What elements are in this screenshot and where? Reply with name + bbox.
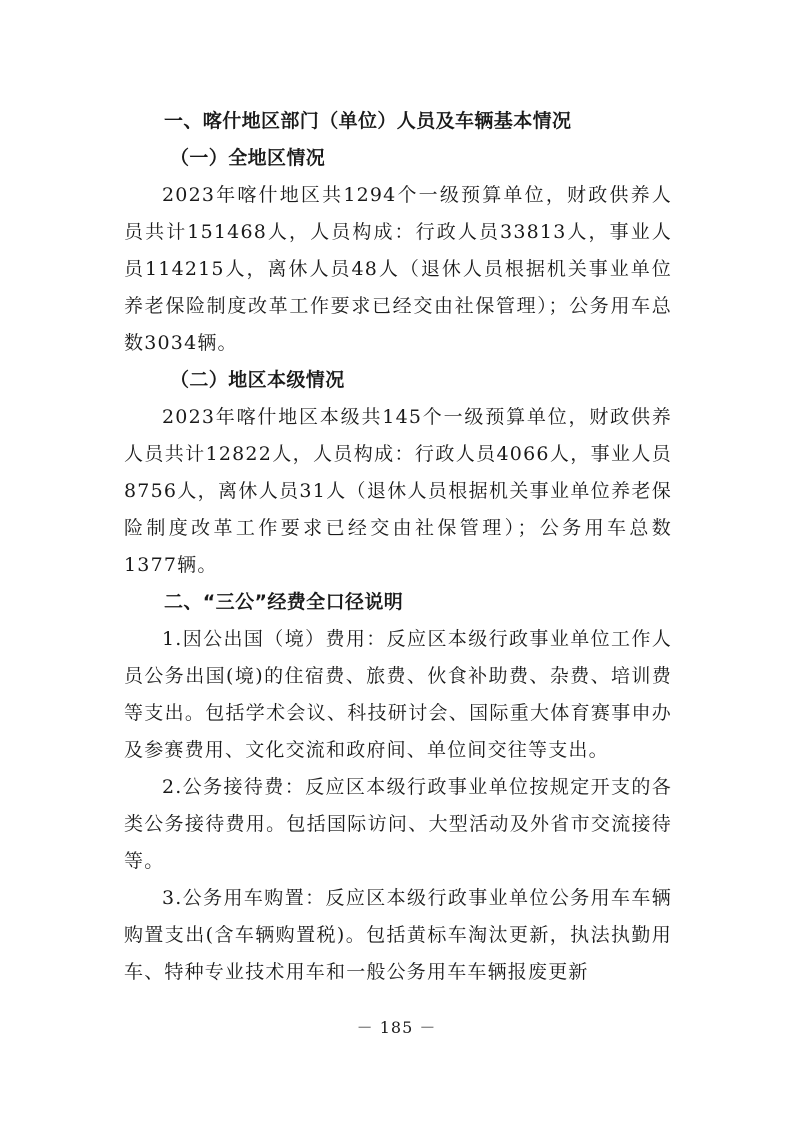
document-body <box>124 103 672 991</box>
section-heading-basic-info: 一、喀什地区部门（单位）人员及车辆基本情况 <box>164 110 572 132</box>
paragraph-overseas-travel-expenses: 1.因公出国（境）费用：反应区本级行政事业单位工作人员公务出国(境)的住宿费、旅费、伙食补助费、杂费、培训费等支出。包括学术会议、科技研讨会、国际重大体育赛事申办及参赛费用、文化交流和政府间、单位间交往等支出。 <box>124 628 672 761</box>
subsection-heading-whole-region: （一）全地区情况 <box>170 147 326 169</box>
paragraph-whole-region: 2023年喀什地区共1294个一级预算单位，财政供养人员共计151468人，人员构成：行政人员33813人，事业人员114215人，离休人员48人（退休人员根据机关事业单位养老保险制度改革工作要求已经交由社保管理）；公务用车总数3034辆。 <box>124 184 672 354</box>
page-number: － 185 － <box>356 1018 437 1037</box>
paragraph-region-level: 2023年喀什地区本级共145个一级预算单位，财政供养人员共计12822人，人员构成：行政人员4066人，事业人员8756人，离休人员31人（退休人员根据机关事业单位养老保险制度改革工作要求已经交由社保管理）；公务用车总数1377辆。 <box>124 406 672 576</box>
subsection-heading-region-level: （二）地区本级情况 <box>170 369 345 391</box>
section-heading-three-public-expenses: 二、“三公”经费全口径说明 <box>164 591 404 613</box>
paragraph-official-reception-expenses: 2.公务接待费：反应区本级行政事业单位按规定开支的各类公务接待费用。包括国际访问、大型活动及外省市交流接待等。 <box>124 776 672 872</box>
paragraph-vehicle-purchase-expenses: 3.公务用车购置：反应区本级行政事业单位公务用车车辆购置支出(含车辆购置税)。包括黄标车淘汰更新，执法执勤用车、特种专业技术用车和一般公务用车车辆报废更新 <box>124 887 672 983</box>
